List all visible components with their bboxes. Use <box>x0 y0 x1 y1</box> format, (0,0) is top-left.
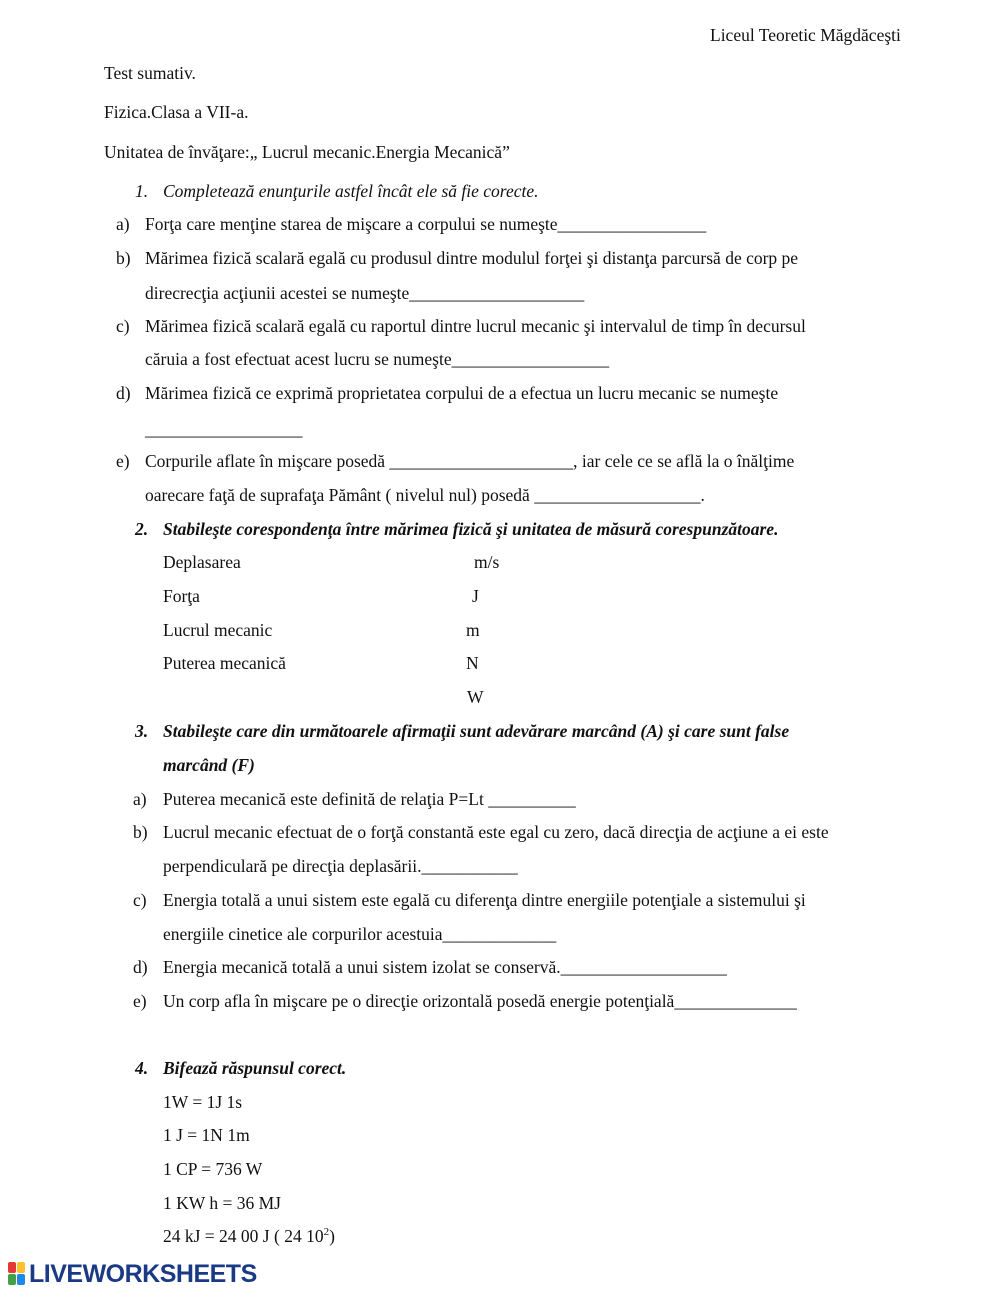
school-name: Liceul Teoretic Măgdăceşti <box>710 25 901 45</box>
q3b-letter: b) <box>133 822 148 842</box>
test-title: Test sumativ. <box>104 63 196 83</box>
q2-unit: m/s <box>474 552 500 572</box>
q3a-letter: a) <box>133 789 147 809</box>
q4-option[interactable]: 1 KW h = 36 MJ <box>163 1193 281 1213</box>
q4-option[interactable]: 1 J = 1N 1m <box>163 1125 250 1145</box>
q3c-text-line2: energiile cinetice ale corpurilor acestuia_____________ <box>163 924 557 944</box>
q2-unit: W <box>467 687 484 707</box>
q3c-letter: c) <box>133 890 147 910</box>
q1c-text-line2: căruia a fost efectuat acest lucru se numeşte__________________ <box>145 349 610 369</box>
q2-unit: N <box>466 653 479 673</box>
q3a-text: Puterea mecanică este definită de relaţia P=Lt __________ <box>163 789 576 809</box>
q3d-letter: d) <box>133 957 148 977</box>
q2-prompt: Stabileşte corespondenţa între mărimea fizică şi unitatea de măsură corespunzătoare. <box>163 519 779 539</box>
q3b-text-line2: perpendiculară pe direcţia deplasării.___________ <box>163 856 518 876</box>
q1c-letter: c) <box>116 316 130 336</box>
q2-quantity: Lucrul mecanic <box>163 620 273 640</box>
q1e-letter: e) <box>116 451 130 471</box>
q2-quantity: Puterea mecanică <box>163 653 286 673</box>
q1b-text-line2: direcrecţia acţiunii acestei se numeşte____________________ <box>145 283 585 303</box>
q4-option[interactable]: 1 CP = 736 W <box>163 1159 263 1179</box>
q1d-text-line2: __________________ <box>145 419 303 439</box>
q4-option[interactable] <box>163 1225 335 1247</box>
q1b-text-line1: Mărimea fizică scalară egală cu produsul dintre modulul forţei şi distanţa parcursă de corp pe <box>145 248 799 268</box>
q1a-letter: a) <box>116 214 130 234</box>
unit-line: Unitatea de învăţare:„ Lucrul mecanic.Energia Mecanică” <box>104 142 510 162</box>
q3d-text: Energia mecanică totală a unui sistem izolat se conservă.___________________ <box>163 957 727 977</box>
q2-quantity: Forţa <box>163 586 200 606</box>
q2-unit: m <box>466 620 480 640</box>
liveworksheets-logo <box>8 1258 257 1290</box>
q3e-letter: e) <box>133 991 147 1011</box>
q4-option[interactable]: 1W = 1J 1s <box>163 1092 243 1112</box>
q1d-letter: d) <box>116 383 131 403</box>
q4-prompt: Bifează răspunsul corect. <box>163 1058 347 1078</box>
q2-number: 2. <box>135 519 149 539</box>
logo-text: LIVEWORKSHEETS <box>29 1260 257 1288</box>
q4-option-close: ) <box>329 1226 335 1246</box>
q3e-text: Un corp afla în mişcare pe o direcţie orizontală posedă energie potenţială______________ <box>163 991 797 1011</box>
q1a-text: Forţa care menţine starea de mişcare a corpului se numeşte_________________ <box>145 214 707 234</box>
q1e-text-line1: Corpurile aflate în mişcare posedă _____________________, iar cele ce se află la o înălţime <box>145 451 795 471</box>
q2-unit: J <box>472 586 479 606</box>
q1c-text-line1: Mărimea fizică scalară egală cu raportul dintre lucrul mecanic şi intervalul de timp în decursul <box>145 316 806 336</box>
q4-option-text: 24 kJ = 24 00 J ( 24 10 <box>163 1226 324 1246</box>
q1-prompt: Completează enunţurile astfel încât ele să fie corecte. <box>163 181 539 201</box>
subject-line: Fizica.Clasa a VII-a. <box>104 102 249 122</box>
q3-prompt-line2: marcând (F) <box>163 755 255 775</box>
q1e-text-line2: oarecare faţă de suprafaţa Pământ ( nivelul nul) posedă ___________________. <box>145 485 705 505</box>
logo-blocks-icon <box>8 1262 26 1286</box>
q2-quantity: Deplasarea <box>163 552 241 572</box>
q1d-text-line1: Mărimea fizică ce exprimă proprietatea corpului de a efectua un lucru mecanic se numeşte <box>145 383 779 403</box>
q1-number: 1. <box>135 181 149 201</box>
q3c-text-line1: Energia totală a unui sistem este egală cu diferenţa dintre energiile potenţiale a sistemului şi <box>163 890 806 910</box>
q4-number: 4. <box>135 1058 149 1078</box>
q4-option-exponent: 2 <box>323 1226 330 1239</box>
q1b-letter: b) <box>116 248 131 268</box>
q3-number: 3. <box>135 721 149 741</box>
q3-prompt-line1: Stabileşte care din următoarele afirmaţii sunt adevărare marcând (A) şi care sunt false <box>163 721 790 741</box>
q3b-text-line1: Lucrul mecanic efectuat de o forţă constantă este egal cu zero, dacă direcţia de acţiune a ei este <box>163 822 829 842</box>
